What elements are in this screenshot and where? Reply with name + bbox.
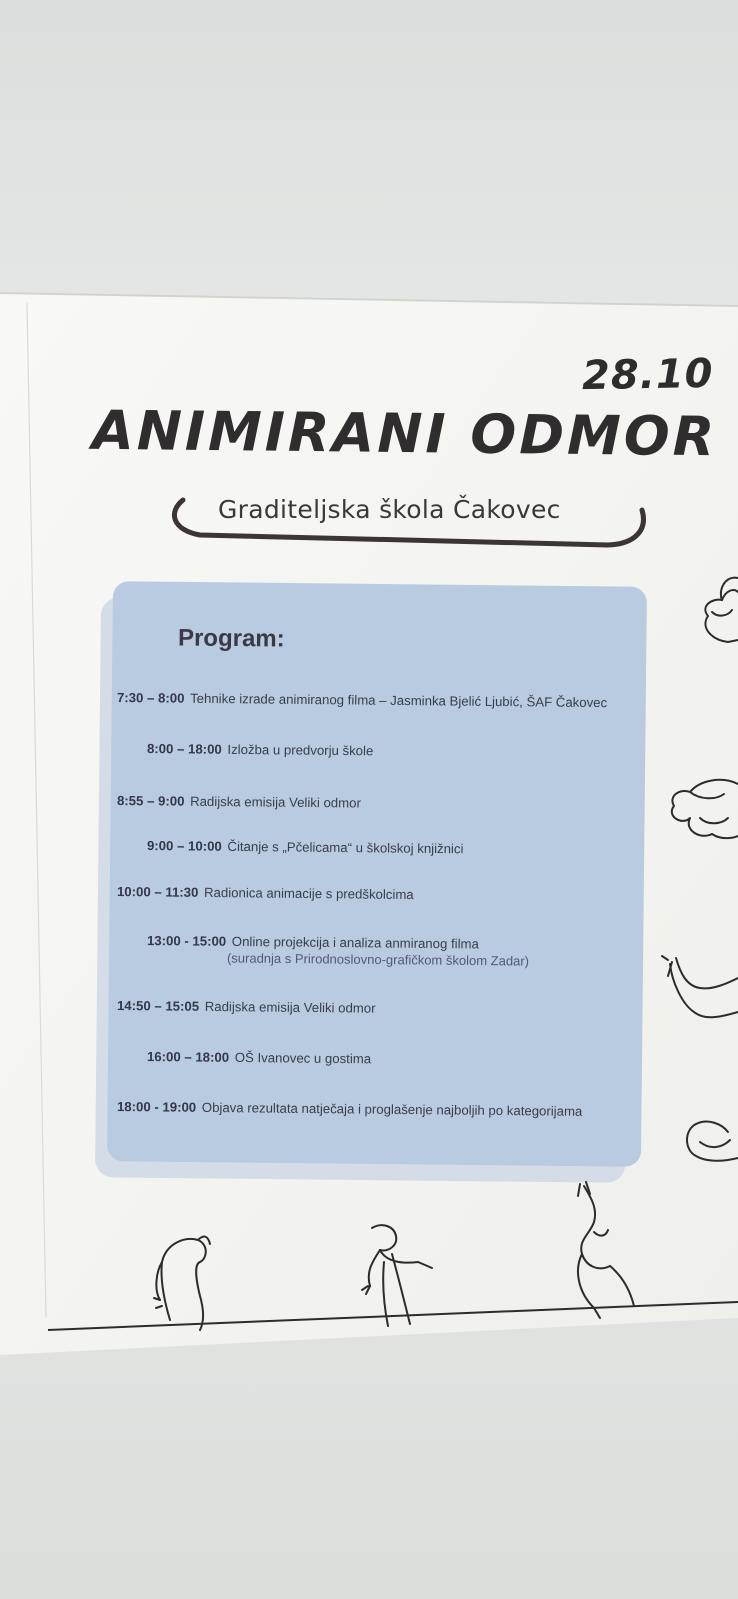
event-date: 28.10 [581,350,714,400]
poster-title: ANIMIRANI ODMOR [91,398,718,469]
schedule-activity: Radijska emisija Veliki odmor [204,998,376,1016]
schedule-activity: Radionica animacije s predškolcima [203,884,414,903]
schedule-activity: Online projekcija i analiza anmiranog filma [231,933,479,952]
schedule-time: 8:00 – 18:00 [146,741,222,757]
schedule-time: 14:50 – 15:05 [116,998,200,1014]
schedule-activity: Tehnike izrade animiranog filma – Jasminka Bjelić Ljubić, ŠAF Čakovec [190,690,608,711]
schedule-note: (suradnja s Prirodnoslovno-grafičkom školom Zadar) [226,950,530,969]
schedule-row [147,741,373,758]
schedule-time: 13:00 - 15:00 [146,933,227,949]
schedule-activity: Izložba u predvorju škole [227,741,374,759]
schedule-activity: Objava rezultata natječaja i proglašenje najboljih po kategorijama [201,1099,583,1119]
schedule-row [147,1049,371,1066]
schedule-row [117,793,361,811]
schedule-row [117,884,414,902]
schedule-row [117,998,376,1016]
schedule-time: 8:55 – 9:00 [116,793,185,809]
schedule-activity: OŠ Ivanovec u gostima [234,1049,372,1067]
schedule-activity: Radijska emisija Veliki odmor [190,793,361,811]
schedule-activity: Čitanje s „Pčelicama“ u školskoj knjižnici [227,838,464,857]
schedule-time: 10:00 – 11:30 [116,884,199,900]
schedule-time: 18:00 - 19:00 [116,1099,197,1115]
schedule-time: 9:00 – 10:00 [146,838,222,854]
schedule-time: 16:00 – 18:00 [146,1049,230,1065]
school-name: Graditeljska škola Čakovec [218,495,561,524]
schedule-time: 7:30 – 8:00 [116,690,185,706]
program-heading: Program: [177,624,285,653]
